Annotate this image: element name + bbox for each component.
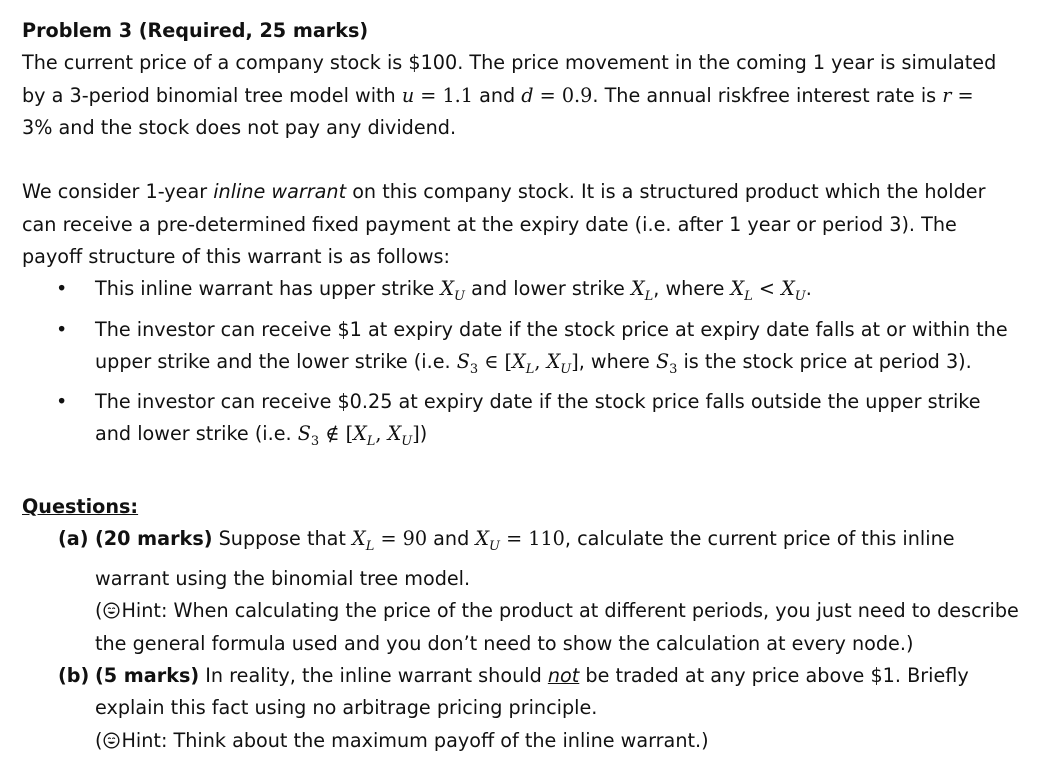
bullet1-text-2: and lower strike: [465, 277, 631, 301]
d-expression: d = 0.9: [521, 83, 593, 107]
intro-text-3: . The annual riskfree interest rate is: [592, 83, 943, 107]
para2-text-1: We consider 1-year: [22, 180, 214, 204]
strike-inequality: $X_L < X_U$: [730, 277, 806, 305]
question-b-text-2: be traded at any price above $1. Briefly explain this fact using no arbitrage pricing principle.: [95, 663, 969, 720]
bullet2-text-1: The investor can receive $1 at expiry date if the stock price at expiry date falls at or within the upper strike and the lower strike (i.e.: [95, 317, 1008, 373]
bullet2-text-2: , where: [578, 349, 656, 373]
question-a-label: (a): [58, 526, 89, 550]
question-b-label: (b): [58, 663, 90, 687]
bullet3-text-2: ): [419, 422, 428, 446]
emphasis-not: not: [547, 663, 580, 687]
intro-text-1: The current price of a company stock is $100. The price movement in the coming 1 year is simulated by a 3-period binomial tree model with: [22, 51, 997, 107]
xl-value: $X_L = 90$: [352, 526, 428, 554]
bullet1-text-4: .: [805, 277, 812, 301]
question-b-marks: (5 marks): [95, 663, 200, 687]
question-a-hint: ( Hint: When calculating the price of the product at different periods, you just need to describe the general formula used and you don’t need to show the calculation at every node.): [95, 599, 1019, 655]
questions-heading: Questions:: [22, 494, 139, 518]
question-a-text-2: and: [427, 526, 476, 550]
xu-value: $X_U = 110$: [475, 526, 565, 554]
bullet1-text-1: This inline warrant has upper strike: [95, 277, 441, 301]
u-expression: u = 1.1: [401, 83, 473, 107]
problem-title: Problem 3 (Required, 25 marks): [22, 19, 369, 42]
question-a: [22, 523, 1022, 660]
bullet2-text-3: is the stock price at period 3).: [677, 349, 972, 373]
smiley-icon: [103, 732, 120, 749]
bullet1-text-3: , where: [653, 277, 731, 301]
bullet-outside-payoff: [22, 386, 1022, 458]
questions-list: [22, 523, 1022, 757]
payoff-bullets: [22, 273, 1022, 458]
question-b-text-1: In reality, the inline warrant should: [199, 663, 548, 687]
question-b-hint-text: Hint: Think about the maximum payoff of the inline warrant.): [121, 728, 709, 752]
document: [22, 15, 1022, 757]
s3-not-in-range: $S_3$ ∉ [$X_L$, $X_U$]: [297, 422, 420, 450]
r-expression: r =: [942, 83, 974, 107]
question-b: [22, 660, 1022, 757]
s3-in-range: $S_3$ ∈ [$X_L$, $X_U$]: [456, 349, 579, 377]
para2-text-2: on this company stock. It is a structured product which the holder can receive a pre-determined fixed payment at the expiry date (i.e. after 1 year or period 3). The payoff structure of this warrant is as follows:: [22, 180, 986, 269]
xl-symbol: $X_L$: [630, 277, 654, 305]
inline-warrant-term: inline warrant: [213, 180, 347, 204]
intro-paragraph: [22, 47, 1022, 144]
question-a-hint-text: Hint: When calculating the price of the product at different periods, you just need to describe the general formula used and you don’t need to show the calculation at every node.): [95, 599, 1019, 655]
intro-text-4: and the stock does not pay any dividend.: [52, 115, 457, 139]
r-value: 3%: [22, 115, 53, 139]
s3-symbol: $S_3$: [655, 349, 678, 377]
bullet-inside-payoff: [22, 314, 1022, 386]
question-a-text-1: Suppose that: [212, 526, 353, 550]
intro-text-2: and: [472, 83, 522, 107]
bullet-strikes: [22, 273, 1022, 313]
smiley-icon: [103, 602, 120, 619]
xu-symbol: $X_U$: [440, 277, 465, 305]
bullet3-text-1: The investor can receive $0.25 at expiry date if the stock price falls outside the upper strike and lower strike (i.e.: [95, 389, 981, 446]
question-a-text-3: , calculate the current price of this inline warrant using the binomial tree model.: [95, 526, 955, 591]
warrant-paragraph: [22, 176, 1022, 273]
question-a-marks: (20 marks): [95, 526, 213, 550]
question-b-hint: ( Hint: Think about the maximum payoff of the inline warrant.): [95, 728, 709, 752]
